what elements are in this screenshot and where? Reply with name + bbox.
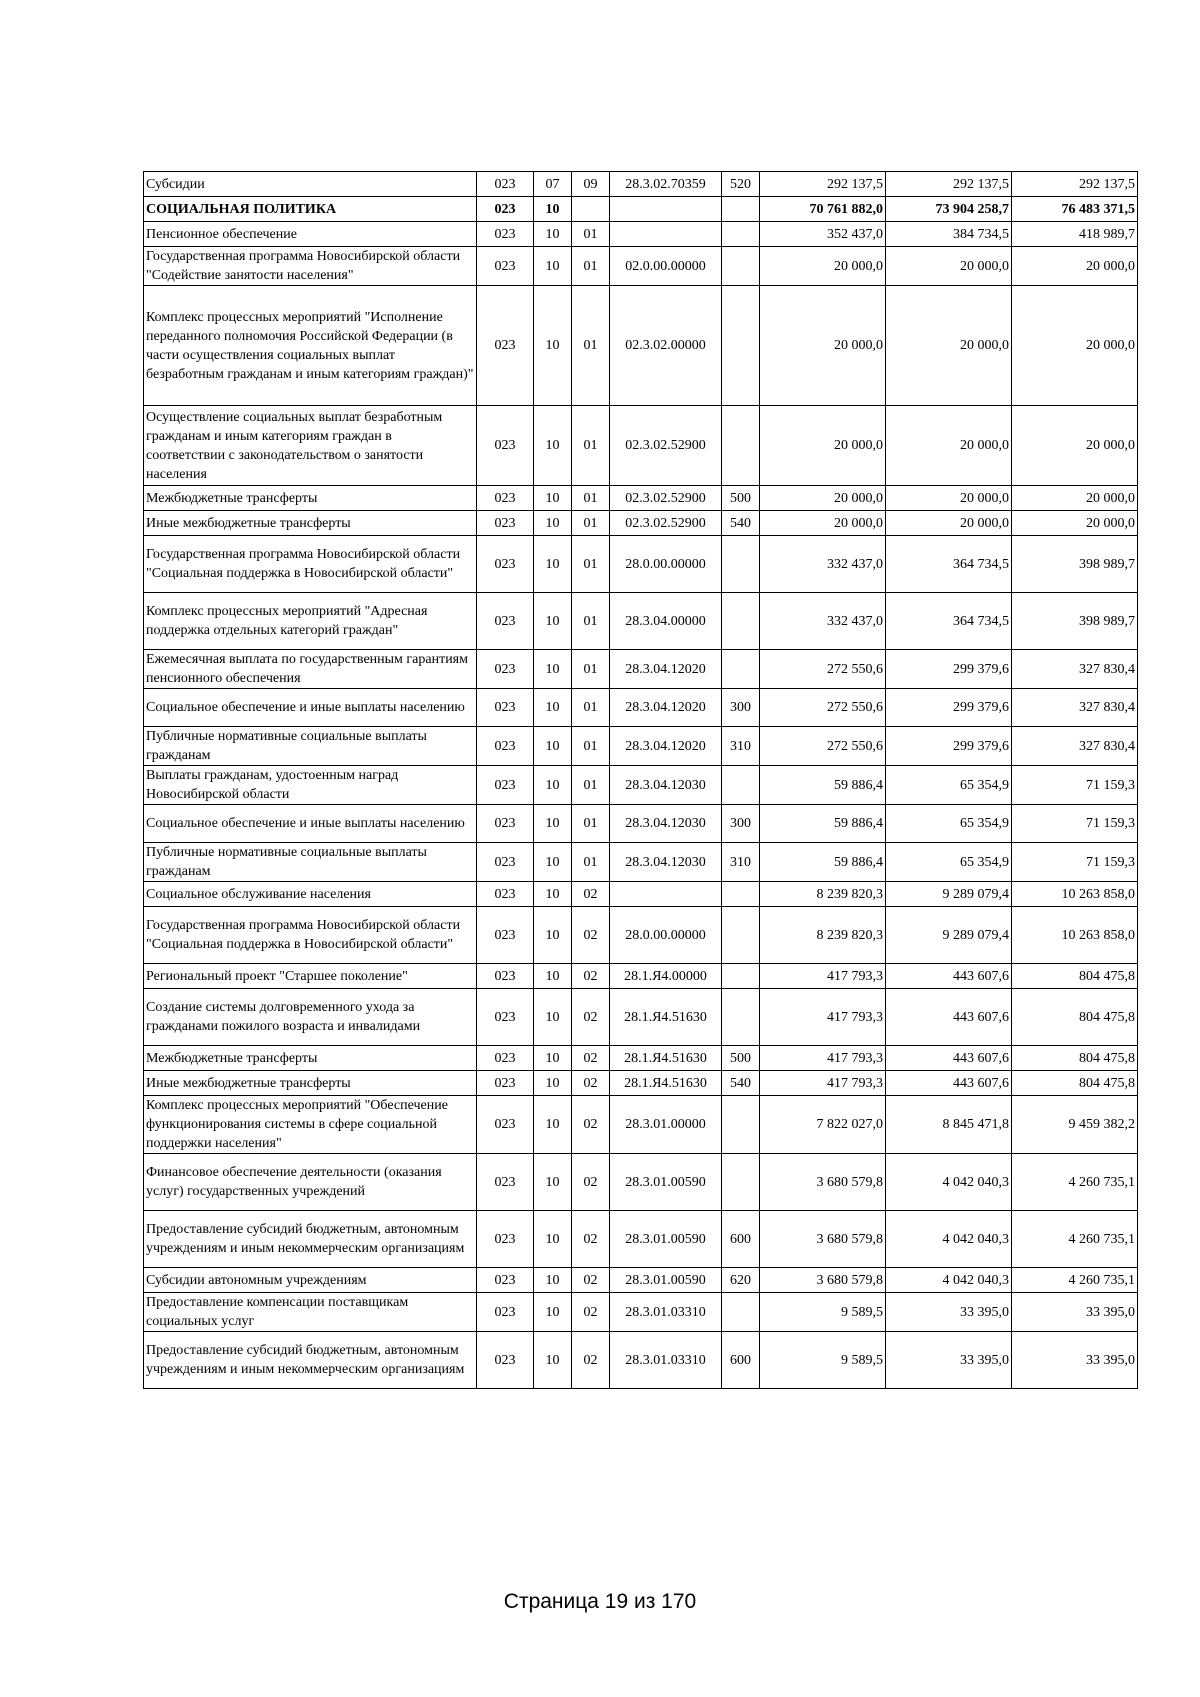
amount-year-2: 299 379,6 — [886, 689, 1012, 727]
amount-year-2: 20 000,0 — [886, 406, 1012, 486]
budget-table — [143, 171, 1138, 1389]
section-code: 10 — [534, 727, 572, 766]
target-article-code: 28.3.01.00000 — [610, 1096, 722, 1154]
amount-year-2: 9 289 079,4 — [886, 907, 1012, 964]
ministry-code: 023 — [477, 843, 534, 882]
subsection-code: 02 — [572, 1046, 610, 1071]
ministry-code: 023 — [477, 172, 534, 197]
subsection-code: 01 — [572, 689, 610, 727]
row-name: Социальное обеспечение и иные выплаты населению — [144, 689, 477, 727]
amount-year-1: 272 550,6 — [760, 689, 886, 727]
ministry-code: 023 — [477, 766, 534, 805]
row-name: Иные межбюджетные трансферты — [144, 1071, 477, 1096]
expense-type-code — [722, 1154, 760, 1211]
amount-year-1: 272 550,6 — [760, 727, 886, 766]
subsection-code: 01 — [572, 650, 610, 689]
target-article-code: 28.1.Я4.51630 — [610, 989, 722, 1046]
amount-year-3: 398 989,7 — [1012, 593, 1138, 650]
section-code: 10 — [534, 1071, 572, 1096]
amount-year-3: 398 989,7 — [1012, 536, 1138, 593]
ministry-code: 023 — [477, 964, 534, 989]
amount-year-1: 9 589,5 — [760, 1293, 886, 1332]
amount-year-3: 71 159,3 — [1012, 843, 1138, 882]
expense-type-code — [722, 882, 760, 907]
ministry-code: 023 — [477, 989, 534, 1046]
target-article-code: 28.0.00.00000 — [610, 536, 722, 593]
expense-type-code: 520 — [722, 172, 760, 197]
expense-type-code: 600 — [722, 1332, 760, 1389]
table-row — [144, 247, 1138, 286]
subsection-code: 01 — [572, 766, 610, 805]
ministry-code: 023 — [477, 882, 534, 907]
target-article-code: 02.3.02.52900 — [610, 406, 722, 486]
row-name: Публичные нормативные социальные выплаты гражданам — [144, 727, 477, 766]
amount-year-1: 417 793,3 — [760, 989, 886, 1046]
target-article-code: 28.0.00.00000 — [610, 907, 722, 964]
expense-type-code: 310 — [722, 843, 760, 882]
target-article-code: 02.0.00.00000 — [610, 247, 722, 286]
ministry-code: 023 — [477, 1154, 534, 1211]
amount-year-2: 20 000,0 — [886, 286, 1012, 406]
amount-year-2: 65 354,9 — [886, 766, 1012, 805]
ministry-code: 023 — [477, 805, 534, 843]
amount-year-1: 3 680 579,8 — [760, 1268, 886, 1293]
amount-year-1: 20 000,0 — [760, 486, 886, 511]
expense-type-code — [722, 406, 760, 486]
table-row — [144, 964, 1138, 989]
subsection-code: 01 — [572, 593, 610, 650]
amount-year-1: 417 793,3 — [760, 1046, 886, 1071]
row-name: Государственная программа Новосибирской области "Содействие занятости населения" — [144, 247, 477, 286]
subsection-code: 01 — [572, 406, 610, 486]
amount-year-3: 292 137,5 — [1012, 172, 1138, 197]
amount-year-1: 20 000,0 — [760, 286, 886, 406]
section-code: 10 — [534, 805, 572, 843]
amount-year-1: 20 000,0 — [760, 247, 886, 286]
table-row — [144, 511, 1138, 536]
ministry-code: 023 — [477, 536, 534, 593]
amount-year-3: 33 395,0 — [1012, 1293, 1138, 1332]
row-name: Иные межбюджетные трансферты — [144, 511, 477, 536]
row-name: Субсидии автономным учреждениям — [144, 1268, 477, 1293]
table-row — [144, 843, 1138, 882]
amount-year-3: 10 263 858,0 — [1012, 907, 1138, 964]
amount-year-1: 417 793,3 — [760, 1071, 886, 1096]
amount-year-2: 33 395,0 — [886, 1332, 1012, 1389]
section-code: 10 — [534, 907, 572, 964]
amount-year-1: 7 822 027,0 — [760, 1096, 886, 1154]
table-row — [144, 172, 1138, 197]
section-code: 10 — [534, 1293, 572, 1332]
target-article-code: 28.3.01.00590 — [610, 1268, 722, 1293]
amount-year-1: 8 239 820,3 — [760, 907, 886, 964]
target-article-code: 28.3.01.03310 — [610, 1332, 722, 1389]
amount-year-1: 8 239 820,3 — [760, 882, 886, 907]
amount-year-1: 59 886,4 — [760, 805, 886, 843]
row-name: Предоставление субсидий бюджетным, автономным учреждениям и иным некоммерческим организациям — [144, 1332, 477, 1389]
amount-year-1: 332 437,0 — [760, 593, 886, 650]
amount-year-2: 443 607,6 — [886, 989, 1012, 1046]
subsection-code: 01 — [572, 511, 610, 536]
table-row — [144, 1211, 1138, 1268]
target-article-code: 28.3.04.12020 — [610, 650, 722, 689]
subsection-code: 01 — [572, 222, 610, 247]
section-code: 10 — [534, 1096, 572, 1154]
section-code: 10 — [534, 197, 572, 222]
row-name: Государственная программа Новосибирской области "Социальная поддержка в Новосибирской области" — [144, 536, 477, 593]
ministry-code: 023 — [477, 1268, 534, 1293]
amount-year-1: 3 680 579,8 — [760, 1211, 886, 1268]
expense-type-code — [722, 766, 760, 805]
amount-year-3: 327 830,4 — [1012, 727, 1138, 766]
target-article-code: 28.3.04.00000 — [610, 593, 722, 650]
expense-type-code: 300 — [722, 689, 760, 727]
amount-year-2: 33 395,0 — [886, 1293, 1012, 1332]
expense-type-code — [722, 247, 760, 286]
amount-year-2: 9 289 079,4 — [886, 882, 1012, 907]
target-article-code: 28.3.01.00590 — [610, 1154, 722, 1211]
row-name: Ежемесячная выплата по государственным гарантиям пенсионного обеспечения — [144, 650, 477, 689]
amount-year-2: 4 042 040,3 — [886, 1268, 1012, 1293]
expense-type-code — [722, 650, 760, 689]
amount-year-3: 4 260 735,1 — [1012, 1211, 1138, 1268]
section-code: 10 — [534, 286, 572, 406]
ministry-code: 023 — [477, 1211, 534, 1268]
subsection-code: 02 — [572, 882, 610, 907]
amount-year-2: 20 000,0 — [886, 486, 1012, 511]
section-code: 10 — [534, 1046, 572, 1071]
target-article-code: 28.1.Я4.00000 — [610, 964, 722, 989]
amount-year-3: 804 475,8 — [1012, 989, 1138, 1046]
section-code: 07 — [534, 172, 572, 197]
row-name: СОЦИАЛЬНАЯ ПОЛИТИКА — [144, 197, 477, 222]
amount-year-2: 364 734,5 — [886, 593, 1012, 650]
ministry-code: 023 — [477, 1293, 534, 1332]
table-row — [144, 727, 1138, 766]
table-row — [144, 286, 1138, 406]
ministry-code: 023 — [477, 727, 534, 766]
amount-year-3: 9 459 382,2 — [1012, 1096, 1138, 1154]
section-code: 10 — [534, 222, 572, 247]
amount-year-1: 59 886,4 — [760, 766, 886, 805]
amount-year-2: 8 845 471,8 — [886, 1096, 1012, 1154]
section-code: 10 — [534, 1211, 572, 1268]
page-number: Страница 19 из 170 — [503, 1590, 697, 1613]
amount-year-3: 418 989,7 — [1012, 222, 1138, 247]
table-row — [144, 536, 1138, 593]
table-row — [144, 989, 1138, 1046]
amount-year-1: 70 761 882,0 — [760, 197, 886, 222]
section-code: 10 — [534, 843, 572, 882]
amount-year-2: 299 379,6 — [886, 650, 1012, 689]
expense-type-code — [722, 593, 760, 650]
section-code: 10 — [534, 486, 572, 511]
subsection-code: 02 — [572, 1154, 610, 1211]
target-article-code — [610, 222, 722, 247]
subsection-code: 02 — [572, 964, 610, 989]
expense-type-code — [722, 536, 760, 593]
section-code: 10 — [534, 536, 572, 593]
amount-year-2: 73 904 258,7 — [886, 197, 1012, 222]
amount-year-2: 292 137,5 — [886, 172, 1012, 197]
section-code: 10 — [534, 1268, 572, 1293]
ministry-code: 023 — [477, 486, 534, 511]
amount-year-2: 20 000,0 — [886, 247, 1012, 286]
ministry-code: 023 — [477, 907, 534, 964]
section-code: 10 — [534, 766, 572, 805]
subsection-code: 01 — [572, 286, 610, 406]
row-name: Выплаты гражданам, удостоенным наград Новосибирской области — [144, 766, 477, 805]
subsection-code: 02 — [572, 1268, 610, 1293]
section-code: 10 — [534, 511, 572, 536]
table-row — [144, 406, 1138, 486]
ministry-code: 023 — [477, 222, 534, 247]
subsection-code: 01 — [572, 727, 610, 766]
target-article-code: 28.3.02.70359 — [610, 172, 722, 197]
target-article-code: 02.3.02.00000 — [610, 286, 722, 406]
expense-type-code: 620 — [722, 1268, 760, 1293]
expense-type-code: 500 — [722, 486, 760, 511]
table-row — [144, 1332, 1138, 1389]
subsection-code: 02 — [572, 989, 610, 1046]
ministry-code: 023 — [477, 689, 534, 727]
amount-year-2: 65 354,9 — [886, 805, 1012, 843]
table-row — [144, 486, 1138, 511]
ministry-code: 023 — [477, 247, 534, 286]
amount-year-1: 292 137,5 — [760, 172, 886, 197]
target-article-code: 28.1.Я4.51630 — [610, 1071, 722, 1096]
target-article-code: 28.3.04.12030 — [610, 766, 722, 805]
amount-year-1: 272 550,6 — [760, 650, 886, 689]
table-row — [144, 1293, 1138, 1332]
ministry-code: 023 — [477, 406, 534, 486]
amount-year-3: 4 260 735,1 — [1012, 1154, 1138, 1211]
row-name: Межбюджетные трансферты — [144, 486, 477, 511]
amount-year-1: 417 793,3 — [760, 964, 886, 989]
expense-type-code: 300 — [722, 805, 760, 843]
expense-type-code — [722, 964, 760, 989]
subsection-code: 02 — [572, 1071, 610, 1096]
amount-year-2: 443 607,6 — [886, 1071, 1012, 1096]
amount-year-3: 33 395,0 — [1012, 1332, 1138, 1389]
amount-year-3: 804 475,8 — [1012, 1071, 1138, 1096]
amount-year-1: 332 437,0 — [760, 536, 886, 593]
amount-year-3: 20 000,0 — [1012, 406, 1138, 486]
target-article-code: 28.3.04.12030 — [610, 843, 722, 882]
row-name: Публичные нормативные социальные выплаты гражданам — [144, 843, 477, 882]
table-body — [144, 172, 1138, 1389]
row-name: Комплекс процессных мероприятий "Исполнение переданного полномочия Российской Федерации (в части осуществления социальных выплат безработным гражданам и иным категориям граждан)" — [144, 286, 477, 406]
target-article-code: 02.3.02.52900 — [610, 486, 722, 511]
row-name: Предоставление компенсации поставщикам социальных услуг — [144, 1293, 477, 1332]
ministry-code: 023 — [477, 286, 534, 406]
subsection-code: 09 — [572, 172, 610, 197]
row-name: Создание системы долговременного ухода за гражданами пожилого возраста и инвалидами — [144, 989, 477, 1046]
section-code: 10 — [534, 989, 572, 1046]
target-article-code — [610, 882, 722, 907]
section-code: 10 — [534, 247, 572, 286]
amount-year-3: 71 159,3 — [1012, 766, 1138, 805]
amount-year-1: 352 437,0 — [760, 222, 886, 247]
table-row — [144, 197, 1138, 222]
amount-year-3: 327 830,4 — [1012, 689, 1138, 727]
subsection-code: 02 — [572, 1211, 610, 1268]
subsection-code: 01 — [572, 486, 610, 511]
amount-year-1: 59 886,4 — [760, 843, 886, 882]
expense-type-code — [722, 1096, 760, 1154]
expense-type-code — [722, 197, 760, 222]
ministry-code: 023 — [477, 197, 534, 222]
section-code: 10 — [534, 689, 572, 727]
subsection-code: 02 — [572, 1332, 610, 1389]
target-article-code: 28.3.04.12030 — [610, 805, 722, 843]
table-row — [144, 1096, 1138, 1154]
section-code: 10 — [534, 882, 572, 907]
table-row — [144, 882, 1138, 907]
expense-type-code — [722, 907, 760, 964]
row-name: Социальное обслуживание населения — [144, 882, 477, 907]
amount-year-3: 4 260 735,1 — [1012, 1268, 1138, 1293]
row-name: Финансовое обеспечение деятельности (оказания услуг) государственных учреждений — [144, 1154, 477, 1211]
amount-year-1: 20 000,0 — [760, 406, 886, 486]
expense-type-code — [722, 286, 760, 406]
ministry-code: 023 — [477, 1096, 534, 1154]
row-name: Государственная программа Новосибирской области "Социальная поддержка в Новосибирской области" — [144, 907, 477, 964]
target-article-code: 02.3.02.52900 — [610, 511, 722, 536]
row-name: Комплекс процессных мероприятий "Обеспечение функционирования системы в сфере социальной поддержки населения" — [144, 1096, 477, 1154]
amount-year-2: 443 607,6 — [886, 964, 1012, 989]
table-row — [144, 766, 1138, 805]
amount-year-3: 76 483 371,5 — [1012, 197, 1138, 222]
ministry-code: 023 — [477, 1332, 534, 1389]
subsection-code: 02 — [572, 1293, 610, 1332]
target-article-code: 28.3.04.12020 — [610, 727, 722, 766]
table-row — [144, 1046, 1138, 1071]
amount-year-2: 443 607,6 — [886, 1046, 1012, 1071]
amount-year-3: 804 475,8 — [1012, 1046, 1138, 1071]
table-row — [144, 650, 1138, 689]
amount-year-2: 299 379,6 — [886, 727, 1012, 766]
amount-year-3: 804 475,8 — [1012, 964, 1138, 989]
amount-year-2: 384 734,5 — [886, 222, 1012, 247]
amount-year-3: 20 000,0 — [1012, 247, 1138, 286]
section-code: 10 — [534, 593, 572, 650]
subsection-code: 02 — [572, 907, 610, 964]
expense-type-code — [722, 1293, 760, 1332]
target-article-code: 28.3.01.03310 — [610, 1293, 722, 1332]
target-article-code: 28.3.01.00590 — [610, 1211, 722, 1268]
table-row — [144, 593, 1138, 650]
amount-year-2: 4 042 040,3 — [886, 1154, 1012, 1211]
subsection-code: 01 — [572, 843, 610, 882]
ministry-code: 023 — [477, 511, 534, 536]
amount-year-3: 20 000,0 — [1012, 286, 1138, 406]
subsection-code — [572, 197, 610, 222]
row-name: Комплекс процессных мероприятий "Адресная поддержка отдельных категорий граждан" — [144, 593, 477, 650]
expense-type-code — [722, 222, 760, 247]
table-row — [144, 1071, 1138, 1096]
table-row — [144, 689, 1138, 727]
section-code: 10 — [534, 406, 572, 486]
section-code: 10 — [534, 650, 572, 689]
subsection-code: 01 — [572, 536, 610, 593]
subsection-code: 01 — [572, 247, 610, 286]
target-article-code: 28.1.Я4.51630 — [610, 1046, 722, 1071]
table-row — [144, 1268, 1138, 1293]
subsection-code: 01 — [572, 805, 610, 843]
ministry-code: 023 — [477, 593, 534, 650]
amount-year-1: 3 680 579,8 — [760, 1154, 886, 1211]
section-code: 10 — [534, 964, 572, 989]
ministry-code: 023 — [477, 1046, 534, 1071]
ministry-code: 023 — [477, 650, 534, 689]
amount-year-3: 71 159,3 — [1012, 805, 1138, 843]
row-name: Пенсионное обеспечение — [144, 222, 477, 247]
section-code: 10 — [534, 1332, 572, 1389]
row-name: Социальное обеспечение и иные выплаты населению — [144, 805, 477, 843]
amount-year-2: 4 042 040,3 — [886, 1211, 1012, 1268]
expense-type-code: 600 — [722, 1211, 760, 1268]
amount-year-3: 327 830,4 — [1012, 650, 1138, 689]
target-article-code — [610, 197, 722, 222]
row-name: Межбюджетные трансферты — [144, 1046, 477, 1071]
row-name: Осуществление социальных выплат безработным гражданам и иным категориям граждан в соответствии с законодательством о занятости населения — [144, 406, 477, 486]
table-row — [144, 1154, 1138, 1211]
expense-type-code: 540 — [722, 511, 760, 536]
table-row — [144, 907, 1138, 964]
ministry-code: 023 — [477, 1071, 534, 1096]
amount-year-1: 20 000,0 — [760, 511, 886, 536]
row-name: Субсидии — [144, 172, 477, 197]
table-row — [144, 222, 1138, 247]
amount-year-2: 20 000,0 — [886, 511, 1012, 536]
target-article-code: 28.3.04.12020 — [610, 689, 722, 727]
subsection-code: 02 — [572, 1096, 610, 1154]
section-code: 10 — [534, 1154, 572, 1211]
expense-type-code: 500 — [722, 1046, 760, 1071]
amount-year-3: 20 000,0 — [1012, 486, 1138, 511]
row-name: Предоставление субсидий бюджетным, автономным учреждениям и иным некоммерческим организациям — [144, 1211, 477, 1268]
amount-year-2: 65 354,9 — [886, 843, 1012, 882]
row-name: Региональный проект "Старшее поколение" — [144, 964, 477, 989]
expense-type-code: 540 — [722, 1071, 760, 1096]
amount-year-2: 364 734,5 — [886, 536, 1012, 593]
amount-year-3: 20 000,0 — [1012, 511, 1138, 536]
amount-year-3: 10 263 858,0 — [1012, 882, 1138, 907]
expense-type-code — [722, 989, 760, 1046]
amount-year-1: 9 589,5 — [760, 1332, 886, 1389]
expense-type-code: 310 — [722, 727, 760, 766]
table-row — [144, 805, 1138, 843]
